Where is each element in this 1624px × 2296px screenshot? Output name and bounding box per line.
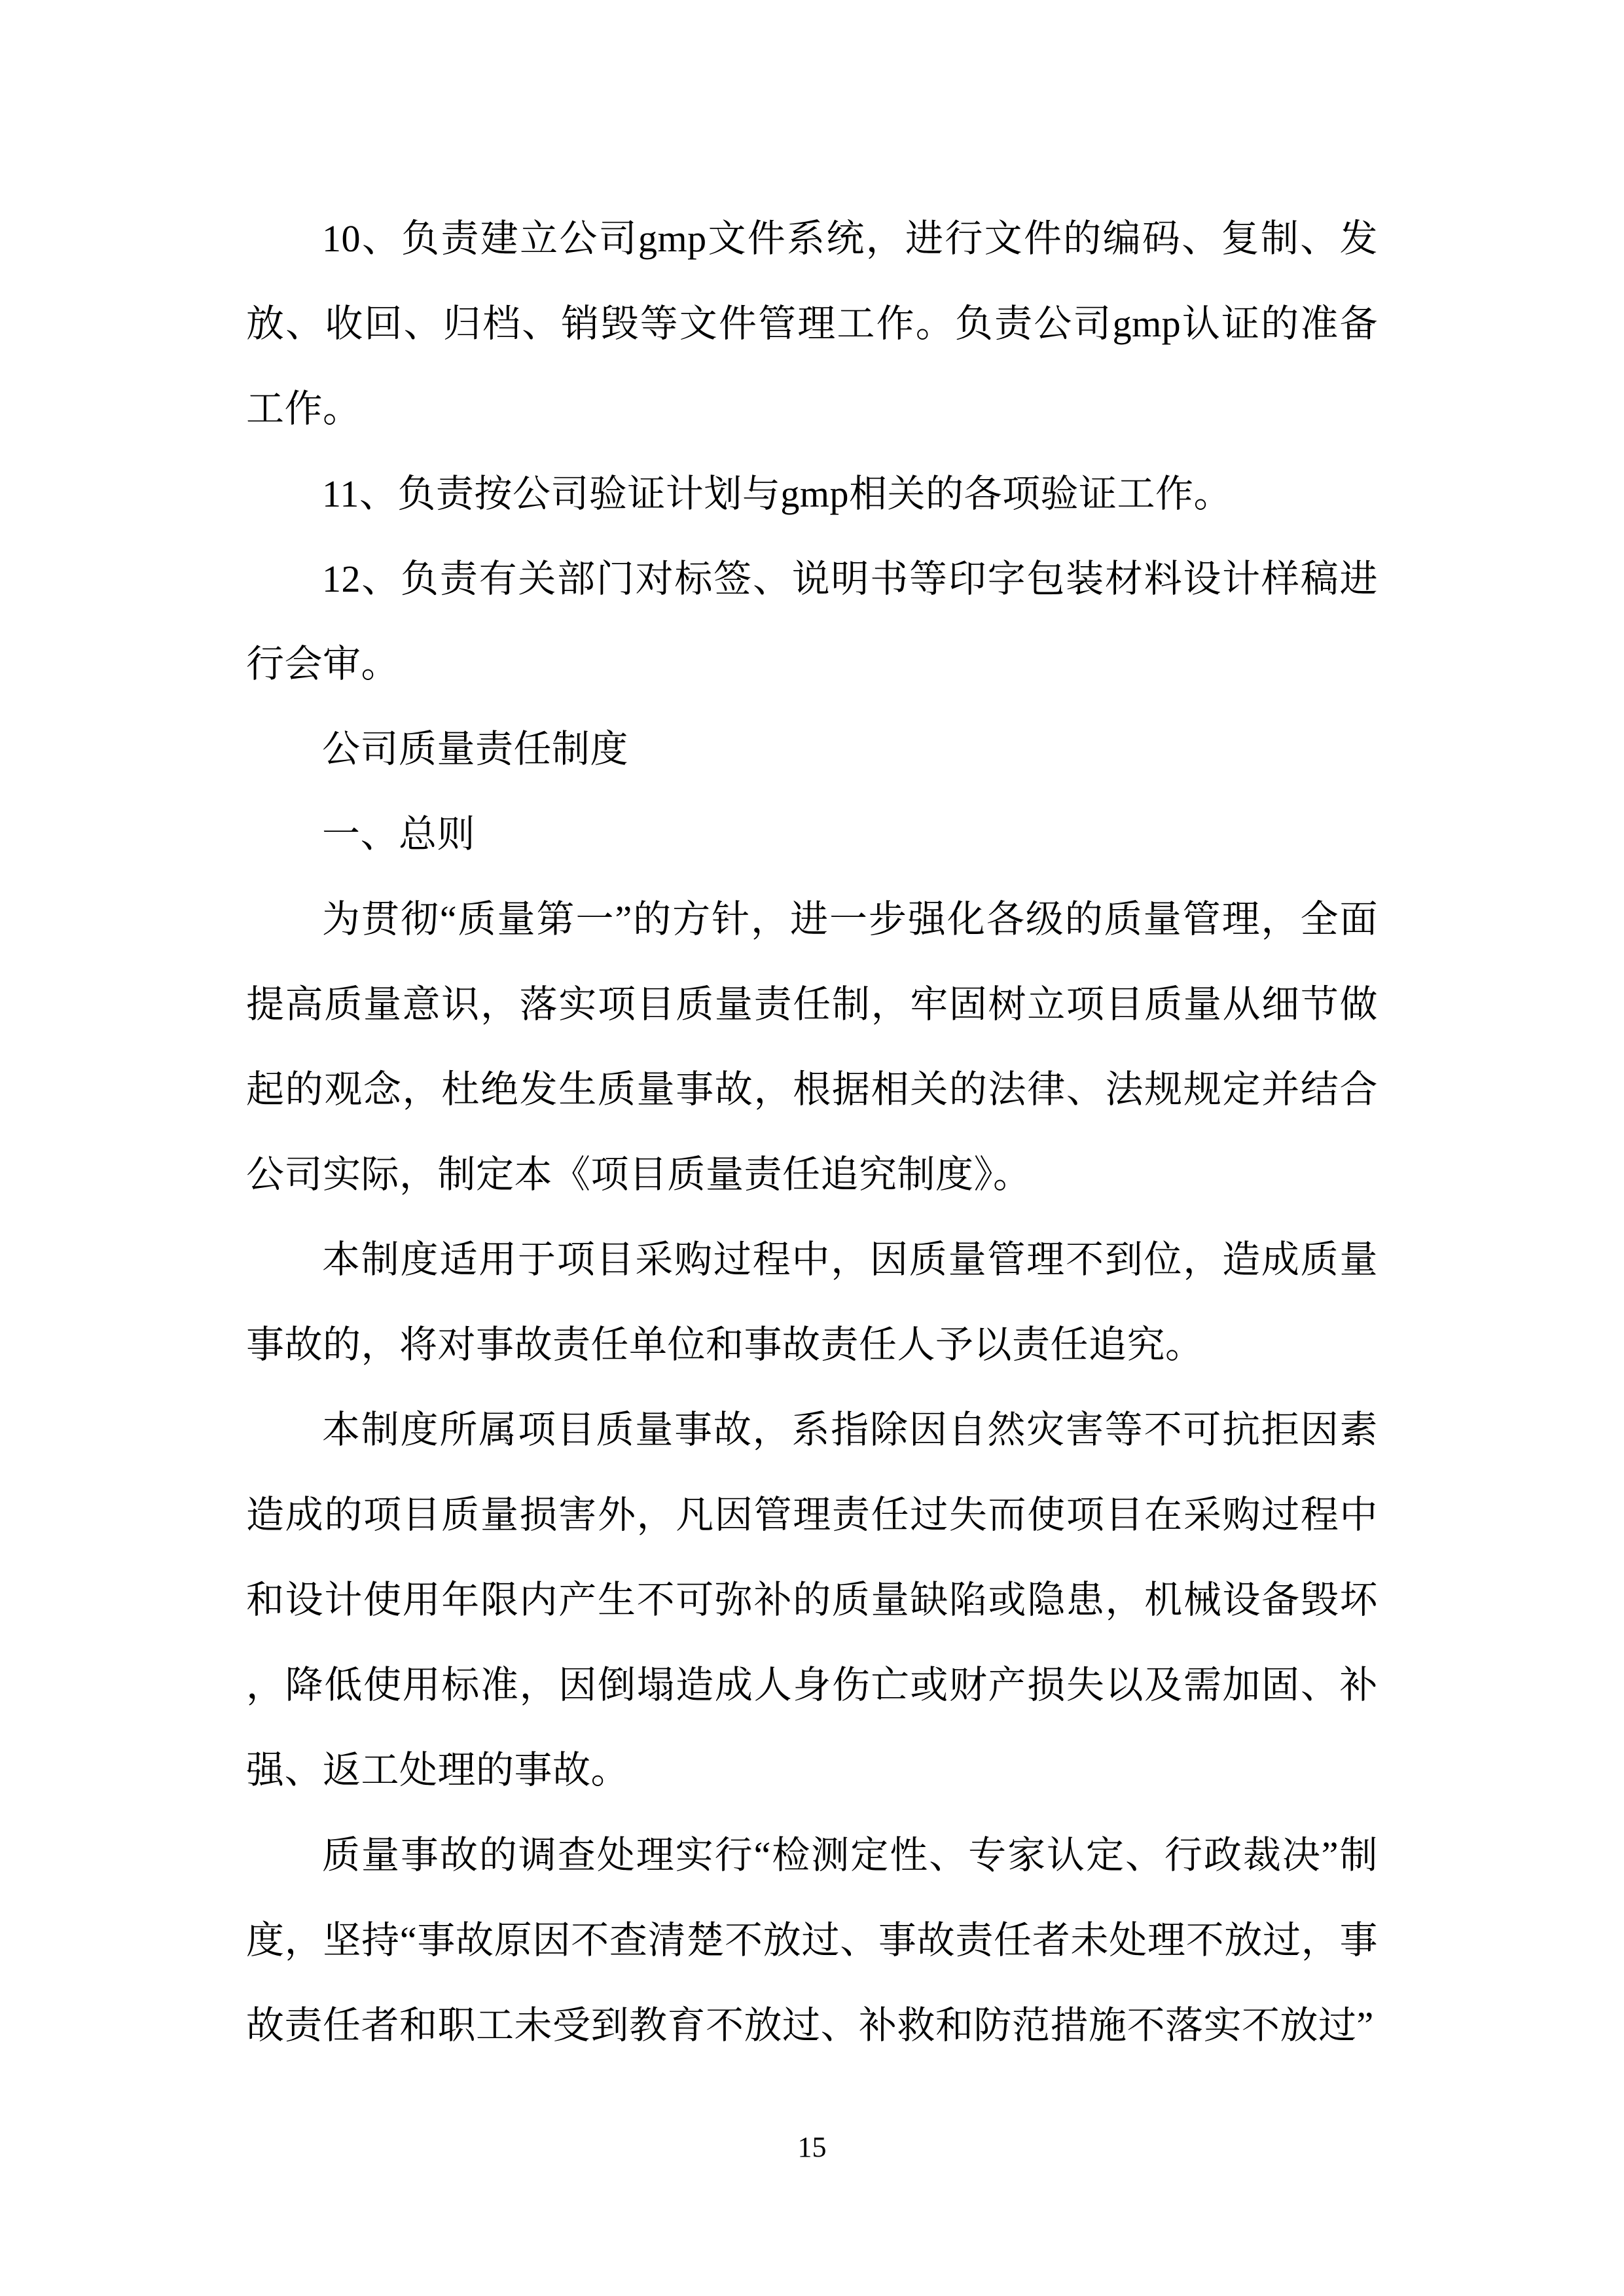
paragraph: 本制度所属项目质量事故，系指除因自然灾害等不可抗拒因素造成的项目质量损害外，凡因管理责任过失而使项目在采购过程中和设计使用年限内产生不可弥补的质量缺陷或隐患，机械设备毁坏，降低使用标准，因倒塌造成人身伤亡或财产损失以及需加固、补强、返工处理的事故。 [246, 1408, 1378, 1791]
paragraph: 质量事故的调查处理实行“检测定性、专家认定、行政裁决”制度，坚持“事故原因不查清楚不放过、事故责任者未处理不放过，事故责任者和职工未受到教育不放过、补救和防范措施不落实不放过” [246, 1834, 1378, 2047]
paragraph: 11、负责按公司验证计划与gmp相关的各项验证工作。 [322, 473, 1232, 515]
paragraph: 10、负责建立公司gmp文件系统，进行文件的编码、复制、发放、收回、归档、销毁等文件管理工作。负责公司gmp认证的准备工作。 [246, 217, 1378, 430]
document-body [246, 196, 1378, 2068]
paragraph: 本制度适用于项目采购过程中，因质量管理不到位，造成质量事故的，将对事故责任单位和事故责任人予以责任追究。 [246, 1238, 1378, 1366]
page-number: 15 [797, 2131, 827, 2163]
paragraph: 为贯彻“质量第一”的方针，进一步强化各级的质量管理，全面提高质量意识，落实项目质量责任制，牢固树立项目质量从细节做起的观念，杜绝发生质量事故，根据相关的法律、法规规定并结合公司实际，制定本《项目质量责任追究制度》。 [246, 898, 1378, 1196]
paragraph: 12、负责有关部门对标签、说明书等印字包装材料设计样稿进行会审。 [246, 558, 1378, 685]
paragraph: 一、总则 [322, 813, 476, 855]
paragraph: 公司质量责任制度 [322, 728, 629, 770]
